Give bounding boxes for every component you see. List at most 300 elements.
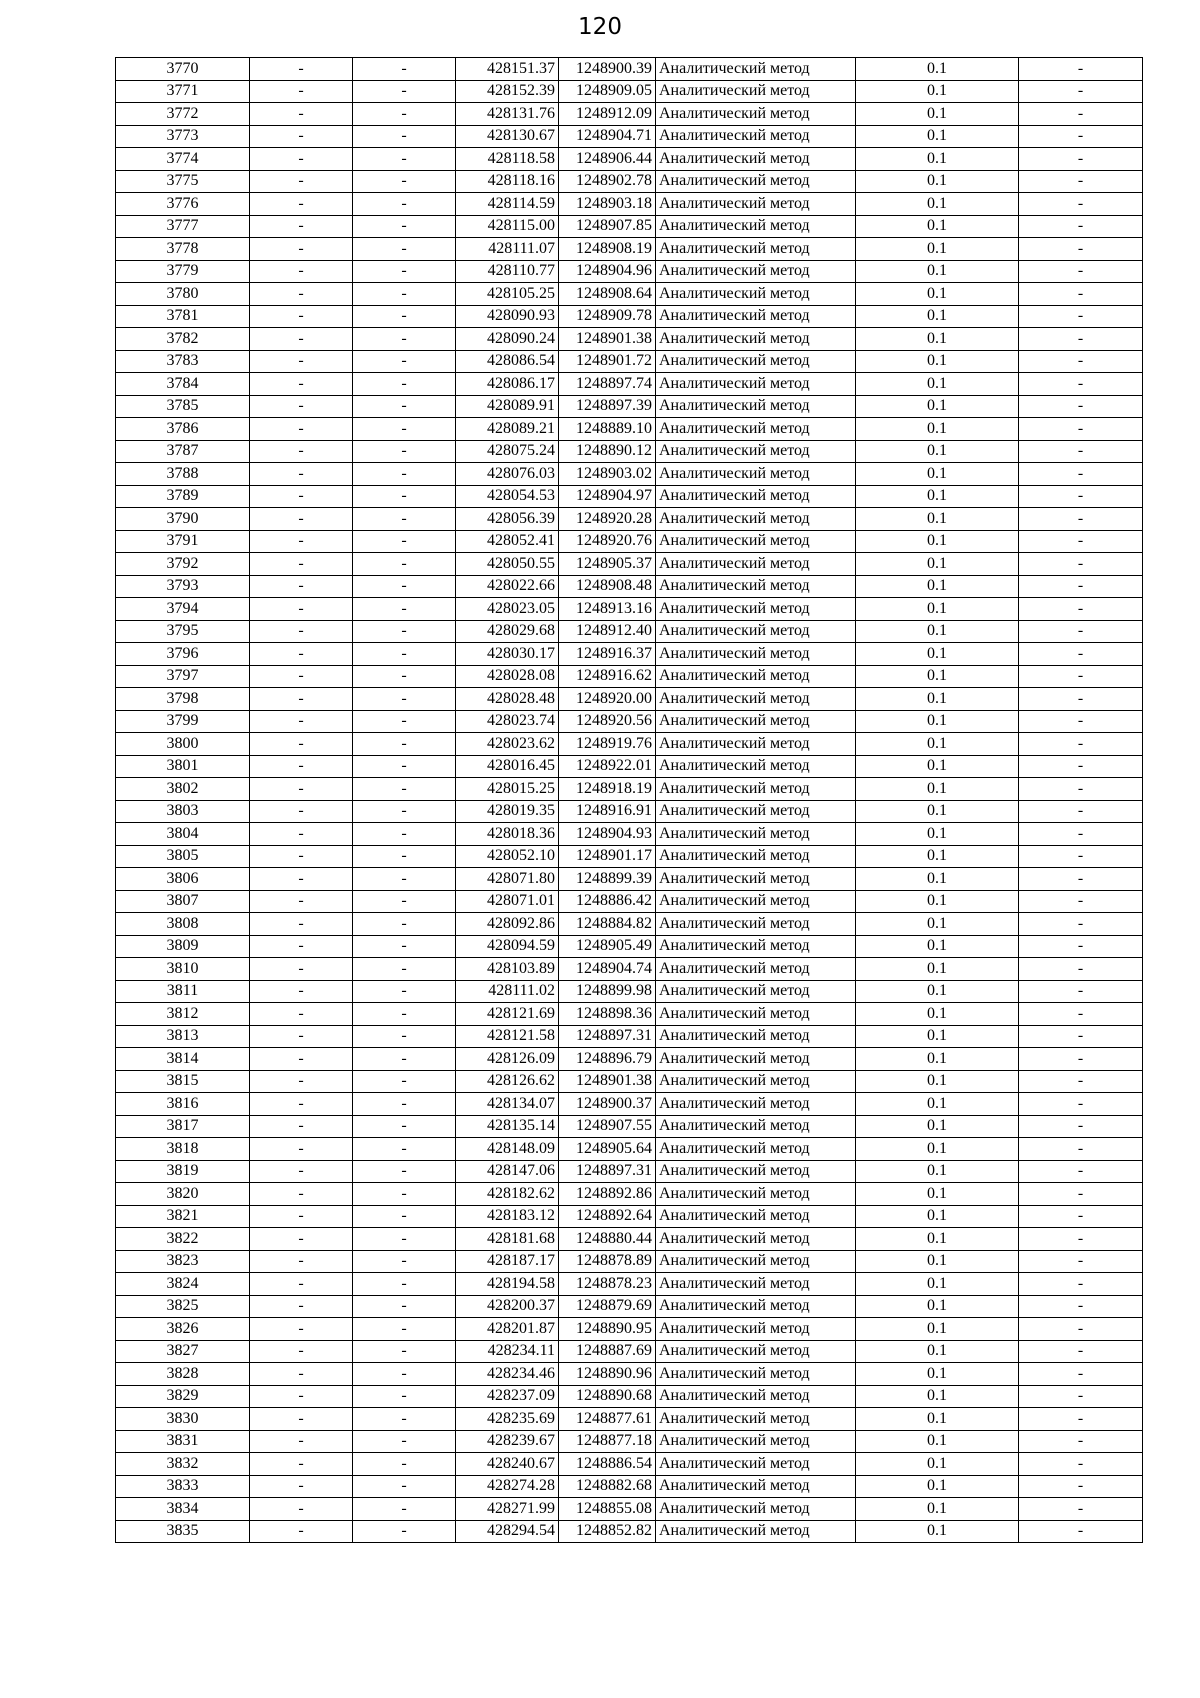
point-number-cell: 3781 [116, 305, 250, 328]
table-row [116, 1430, 1143, 1453]
x-coordinate-cell: 428023.05 [456, 598, 559, 621]
empty-cell-a: - [250, 148, 353, 171]
y-coordinate-cell: 1248882.68 [559, 1475, 656, 1498]
x-coordinate-cell: 428130.67 [456, 125, 559, 148]
table-row [116, 1115, 1143, 1138]
empty-cell-b: - [353, 1160, 456, 1183]
empty-cell-c: - [1019, 1430, 1143, 1453]
empty-cell-b: - [353, 1408, 456, 1431]
accuracy-cell: 0.1 [856, 1025, 1019, 1048]
empty-cell-b: - [353, 1498, 456, 1521]
empty-cell-a: - [250, 823, 353, 846]
empty-cell-a: - [250, 913, 353, 936]
empty-cell-b: - [353, 1003, 456, 1026]
accuracy-cell: 0.1 [856, 575, 1019, 598]
empty-cell-c: - [1019, 1205, 1143, 1228]
accuracy-cell: 0.1 [856, 260, 1019, 283]
table-row [116, 305, 1143, 328]
x-coordinate-cell: 428240.67 [456, 1453, 559, 1476]
table-row [116, 463, 1143, 486]
empty-cell-c: - [1019, 1228, 1143, 1251]
empty-cell-c: - [1019, 170, 1143, 193]
page-number: 120 [578, 14, 622, 40]
accuracy-cell: 0.1 [856, 305, 1019, 328]
table-row [116, 1453, 1143, 1476]
y-coordinate-cell: 1248877.61 [559, 1408, 656, 1431]
empty-cell-a: - [250, 1048, 353, 1071]
method-cell: Аналитический метод [656, 215, 856, 238]
empty-cell-b: - [353, 1520, 456, 1543]
point-number-cell: 3777 [116, 215, 250, 238]
empty-cell-a: - [250, 463, 353, 486]
empty-cell-c: - [1019, 440, 1143, 463]
table-row [116, 598, 1143, 621]
empty-cell-a: - [250, 1295, 353, 1318]
empty-cell-a: - [250, 1093, 353, 1116]
table-row [116, 215, 1143, 238]
method-cell: Аналитический метод [656, 170, 856, 193]
empty-cell-a: - [250, 1003, 353, 1026]
y-coordinate-cell: 1248890.95 [559, 1318, 656, 1341]
empty-cell-a: - [250, 1070, 353, 1093]
method-cell: Аналитический метод [656, 868, 856, 891]
point-number-cell: 3804 [116, 823, 250, 846]
y-coordinate-cell: 1248905.49 [559, 935, 656, 958]
point-number-cell: 3832 [116, 1453, 250, 1476]
method-cell: Аналитический метод [656, 575, 856, 598]
accuracy-cell: 0.1 [856, 1070, 1019, 1093]
table-row [116, 733, 1143, 756]
table-row [116, 1160, 1143, 1183]
method-cell: Аналитический метод [656, 1070, 856, 1093]
table-row [116, 1318, 1143, 1341]
table-row [116, 575, 1143, 598]
accuracy-cell: 0.1 [856, 1228, 1019, 1251]
accuracy-cell: 0.1 [856, 125, 1019, 148]
x-coordinate-cell: 428028.08 [456, 665, 559, 688]
y-coordinate-cell: 1248903.02 [559, 463, 656, 486]
empty-cell-c: - [1019, 778, 1143, 801]
x-coordinate-cell: 428183.12 [456, 1205, 559, 1228]
accuracy-cell: 0.1 [856, 890, 1019, 913]
x-coordinate-cell: 428086.17 [456, 373, 559, 396]
coordinates-table [115, 57, 1143, 1543]
method-cell: Аналитический метод [656, 305, 856, 328]
accuracy-cell: 0.1 [856, 485, 1019, 508]
x-coordinate-cell: 428056.39 [456, 508, 559, 531]
table-row [116, 485, 1143, 508]
empty-cell-a: - [250, 215, 353, 238]
accuracy-cell: 0.1 [856, 1408, 1019, 1431]
table-row [116, 710, 1143, 733]
table-row [116, 1385, 1143, 1408]
empty-cell-a: - [250, 620, 353, 643]
point-number-cell: 3792 [116, 553, 250, 576]
empty-cell-a: - [250, 193, 353, 216]
empty-cell-c: - [1019, 328, 1143, 351]
y-coordinate-cell: 1248890.68 [559, 1385, 656, 1408]
y-coordinate-cell: 1248903.18 [559, 193, 656, 216]
point-number-cell: 3808 [116, 913, 250, 936]
point-number-cell: 3833 [116, 1475, 250, 1498]
method-cell: Аналитический метод [656, 733, 856, 756]
empty-cell-b: - [353, 1385, 456, 1408]
x-coordinate-cell: 428052.10 [456, 845, 559, 868]
empty-cell-c: - [1019, 890, 1143, 913]
table-row [116, 1070, 1143, 1093]
method-cell: Аналитический метод [656, 1228, 856, 1251]
accuracy-cell: 0.1 [856, 980, 1019, 1003]
y-coordinate-cell: 1248898.36 [559, 1003, 656, 1026]
y-coordinate-cell: 1248920.28 [559, 508, 656, 531]
point-number-cell: 3828 [116, 1363, 250, 1386]
x-coordinate-cell: 428016.45 [456, 755, 559, 778]
empty-cell-a: - [250, 800, 353, 823]
accuracy-cell: 0.1 [856, 1273, 1019, 1296]
empty-cell-c: - [1019, 1318, 1143, 1341]
empty-cell-c: - [1019, 620, 1143, 643]
empty-cell-a: - [250, 238, 353, 261]
empty-cell-a: - [250, 1273, 353, 1296]
empty-cell-a: - [250, 868, 353, 891]
method-cell: Аналитический метод [656, 643, 856, 666]
y-coordinate-cell: 1248916.91 [559, 800, 656, 823]
empty-cell-a: - [250, 710, 353, 733]
table-row [116, 530, 1143, 553]
table-row [116, 125, 1143, 148]
empty-cell-b: - [353, 1363, 456, 1386]
y-coordinate-cell: 1248920.00 [559, 688, 656, 711]
empty-cell-c: - [1019, 688, 1143, 711]
method-cell: Аналитический метод [656, 823, 856, 846]
method-cell: Аналитический метод [656, 1048, 856, 1071]
empty-cell-a: - [250, 1408, 353, 1431]
table-row [116, 1205, 1143, 1228]
x-coordinate-cell: 428054.53 [456, 485, 559, 508]
accuracy-cell: 0.1 [856, 463, 1019, 486]
empty-cell-c: - [1019, 1363, 1143, 1386]
empty-cell-c: - [1019, 1048, 1143, 1071]
y-coordinate-cell: 1248905.64 [559, 1138, 656, 1161]
y-coordinate-cell: 1248899.39 [559, 868, 656, 891]
y-coordinate-cell: 1248901.17 [559, 845, 656, 868]
table-row [116, 148, 1143, 171]
accuracy-cell: 0.1 [856, 620, 1019, 643]
empty-cell-b: - [353, 1228, 456, 1251]
empty-cell-b: - [353, 125, 456, 148]
y-coordinate-cell: 1248878.23 [559, 1273, 656, 1296]
empty-cell-b: - [353, 283, 456, 306]
table-row [116, 103, 1143, 126]
method-cell: Аналитический метод [656, 665, 856, 688]
accuracy-cell: 0.1 [856, 1340, 1019, 1363]
method-cell: Аналитический метод [656, 1340, 856, 1363]
x-coordinate-cell: 428234.11 [456, 1340, 559, 1363]
accuracy-cell: 0.1 [856, 328, 1019, 351]
x-coordinate-cell: 428090.24 [456, 328, 559, 351]
empty-cell-c: - [1019, 575, 1143, 598]
table-row [116, 1228, 1143, 1251]
empty-cell-c: - [1019, 1295, 1143, 1318]
method-cell: Аналитический метод [656, 1273, 856, 1296]
empty-cell-c: - [1019, 260, 1143, 283]
x-coordinate-cell: 428121.58 [456, 1025, 559, 1048]
method-cell: Аналитический метод [656, 553, 856, 576]
y-coordinate-cell: 1248909.05 [559, 80, 656, 103]
method-cell: Аналитический метод [656, 1498, 856, 1521]
empty-cell-a: - [250, 958, 353, 981]
accuracy-cell: 0.1 [856, 1250, 1019, 1273]
empty-cell-a: - [250, 1205, 353, 1228]
table-row [116, 283, 1143, 306]
empty-cell-b: - [353, 1273, 456, 1296]
method-cell: Аналитический метод [656, 1475, 856, 1498]
y-coordinate-cell: 1248884.82 [559, 913, 656, 936]
method-cell: Аналитический метод [656, 260, 856, 283]
x-coordinate-cell: 428075.24 [456, 440, 559, 463]
table-row [116, 553, 1143, 576]
accuracy-cell: 0.1 [856, 170, 1019, 193]
empty-cell-b: - [353, 1340, 456, 1363]
x-coordinate-cell: 428111.02 [456, 980, 559, 1003]
empty-cell-a: - [250, 80, 353, 103]
empty-cell-b: - [353, 328, 456, 351]
y-coordinate-cell: 1248877.18 [559, 1430, 656, 1453]
point-number-cell: 3809 [116, 935, 250, 958]
empty-cell-b: - [353, 980, 456, 1003]
point-number-cell: 3779 [116, 260, 250, 283]
method-cell: Аналитический метод [656, 845, 856, 868]
empty-cell-c: - [1019, 373, 1143, 396]
x-coordinate-cell: 428030.17 [456, 643, 559, 666]
y-coordinate-cell: 1248912.40 [559, 620, 656, 643]
point-number-cell: 3796 [116, 643, 250, 666]
empty-cell-c: - [1019, 215, 1143, 238]
x-coordinate-cell: 428086.54 [456, 350, 559, 373]
x-coordinate-cell: 428147.06 [456, 1160, 559, 1183]
table-row [116, 958, 1143, 981]
x-coordinate-cell: 428126.62 [456, 1070, 559, 1093]
point-number-cell: 3801 [116, 755, 250, 778]
y-coordinate-cell: 1248908.48 [559, 575, 656, 598]
table-row [116, 260, 1143, 283]
empty-cell-b: - [353, 778, 456, 801]
y-coordinate-cell: 1248912.09 [559, 103, 656, 126]
table-row [116, 328, 1143, 351]
empty-cell-a: - [250, 1430, 353, 1453]
x-coordinate-cell: 428071.80 [456, 868, 559, 891]
point-number-cell: 3778 [116, 238, 250, 261]
empty-cell-b: - [353, 710, 456, 733]
empty-cell-b: - [353, 935, 456, 958]
accuracy-cell: 0.1 [856, 238, 1019, 261]
point-number-cell: 3818 [116, 1138, 250, 1161]
x-coordinate-cell: 428194.58 [456, 1273, 559, 1296]
point-number-cell: 3806 [116, 868, 250, 891]
empty-cell-a: - [250, 1138, 353, 1161]
point-number-cell: 3776 [116, 193, 250, 216]
accuracy-cell: 0.1 [856, 800, 1019, 823]
y-coordinate-cell: 1248886.42 [559, 890, 656, 913]
point-number-cell: 3785 [116, 395, 250, 418]
method-cell: Аналитический метод [656, 1385, 856, 1408]
x-coordinate-cell: 428200.37 [456, 1295, 559, 1318]
y-coordinate-cell: 1248852.82 [559, 1520, 656, 1543]
method-cell: Аналитический метод [656, 125, 856, 148]
point-number-cell: 3793 [116, 575, 250, 598]
accuracy-cell: 0.1 [856, 913, 1019, 936]
method-cell: Аналитический метод [656, 598, 856, 621]
empty-cell-a: - [250, 1160, 353, 1183]
empty-cell-a: - [250, 688, 353, 711]
table-row [116, 193, 1143, 216]
y-coordinate-cell: 1248878.89 [559, 1250, 656, 1273]
point-number-cell: 3783 [116, 350, 250, 373]
y-coordinate-cell: 1248916.37 [559, 643, 656, 666]
point-number-cell: 3807 [116, 890, 250, 913]
empty-cell-b: - [353, 913, 456, 936]
empty-cell-b: - [353, 598, 456, 621]
empty-cell-a: - [250, 328, 353, 351]
table-row [116, 1003, 1143, 1026]
table-row [116, 373, 1143, 396]
point-number-cell: 3820 [116, 1183, 250, 1206]
accuracy-cell: 0.1 [856, 1205, 1019, 1228]
table-row [116, 823, 1143, 846]
method-cell: Аналитический метод [656, 1295, 856, 1318]
table-row [116, 755, 1143, 778]
y-coordinate-cell: 1248905.37 [559, 553, 656, 576]
point-number-cell: 3795 [116, 620, 250, 643]
empty-cell-c: - [1019, 710, 1143, 733]
y-coordinate-cell: 1248918.19 [559, 778, 656, 801]
point-number-cell: 3772 [116, 103, 250, 126]
empty-cell-b: - [353, 575, 456, 598]
table-row [116, 800, 1143, 823]
empty-cell-c: - [1019, 598, 1143, 621]
point-number-cell: 3822 [116, 1228, 250, 1251]
y-coordinate-cell: 1248902.78 [559, 170, 656, 193]
y-coordinate-cell: 1248900.39 [559, 58, 656, 81]
empty-cell-c: - [1019, 125, 1143, 148]
x-coordinate-cell: 428118.58 [456, 148, 559, 171]
accuracy-cell: 0.1 [856, 1430, 1019, 1453]
empty-cell-c: - [1019, 1115, 1143, 1138]
empty-cell-b: - [353, 868, 456, 891]
accuracy-cell: 0.1 [856, 823, 1019, 846]
table-row [116, 778, 1143, 801]
y-coordinate-cell: 1248907.55 [559, 1115, 656, 1138]
empty-cell-b: - [353, 305, 456, 328]
empty-cell-a: - [250, 1115, 353, 1138]
accuracy-cell: 0.1 [856, 755, 1019, 778]
empty-cell-c: - [1019, 1408, 1143, 1431]
point-number-cell: 3821 [116, 1205, 250, 1228]
accuracy-cell: 0.1 [856, 373, 1019, 396]
accuracy-cell: 0.1 [856, 1115, 1019, 1138]
method-cell: Аналитический метод [656, 80, 856, 103]
method-cell: Аналитический метод [656, 485, 856, 508]
accuracy-cell: 0.1 [856, 553, 1019, 576]
y-coordinate-cell: 1248901.38 [559, 328, 656, 351]
table-row [116, 935, 1143, 958]
method-cell: Аналитический метод [656, 688, 856, 711]
x-coordinate-cell: 428274.28 [456, 1475, 559, 1498]
table-row [116, 1138, 1143, 1161]
table-row [116, 913, 1143, 936]
empty-cell-b: - [353, 688, 456, 711]
x-coordinate-cell: 428023.62 [456, 733, 559, 756]
empty-cell-a: - [250, 598, 353, 621]
empty-cell-c: - [1019, 485, 1143, 508]
method-cell: Аналитический метод [656, 463, 856, 486]
table-row [116, 643, 1143, 666]
accuracy-cell: 0.1 [856, 935, 1019, 958]
table-row [116, 350, 1143, 373]
point-number-cell: 3805 [116, 845, 250, 868]
table-row [116, 1520, 1143, 1543]
point-number-cell: 3798 [116, 688, 250, 711]
y-coordinate-cell: 1248855.08 [559, 1498, 656, 1521]
accuracy-cell: 0.1 [856, 148, 1019, 171]
empty-cell-b: - [353, 553, 456, 576]
method-cell: Аналитический метод [656, 1453, 856, 1476]
empty-cell-c: - [1019, 980, 1143, 1003]
y-coordinate-cell: 1248892.86 [559, 1183, 656, 1206]
x-coordinate-cell: 428103.89 [456, 958, 559, 981]
accuracy-cell: 0.1 [856, 58, 1019, 81]
empty-cell-b: - [353, 170, 456, 193]
table-row [116, 1363, 1143, 1386]
method-cell: Аналитический метод [656, 890, 856, 913]
y-coordinate-cell: 1248907.85 [559, 215, 656, 238]
x-coordinate-cell: 428131.76 [456, 103, 559, 126]
empty-cell-a: - [250, 1340, 353, 1363]
empty-cell-b: - [353, 395, 456, 418]
point-number-cell: 3775 [116, 170, 250, 193]
empty-cell-c: - [1019, 1475, 1143, 1498]
point-number-cell: 3800 [116, 733, 250, 756]
table-row [116, 1183, 1143, 1206]
point-number-cell: 3797 [116, 665, 250, 688]
method-cell: Аналитический метод [656, 530, 856, 553]
accuracy-cell: 0.1 [856, 103, 1019, 126]
point-number-cell: 3812 [116, 1003, 250, 1026]
accuracy-cell: 0.1 [856, 1183, 1019, 1206]
x-coordinate-cell: 428089.21 [456, 418, 559, 441]
empty-cell-a: - [250, 1520, 353, 1543]
y-coordinate-cell: 1248920.76 [559, 530, 656, 553]
empty-cell-a: - [250, 935, 353, 958]
empty-cell-b: - [353, 463, 456, 486]
point-number-cell: 3819 [116, 1160, 250, 1183]
x-coordinate-cell: 428019.35 [456, 800, 559, 823]
empty-cell-b: - [353, 148, 456, 171]
table-row [116, 868, 1143, 891]
method-cell: Аналитический метод [656, 1430, 856, 1453]
empty-cell-a: - [250, 755, 353, 778]
empty-cell-b: - [353, 1430, 456, 1453]
empty-cell-b: - [353, 800, 456, 823]
empty-cell-b: - [353, 508, 456, 531]
empty-cell-c: - [1019, 1273, 1143, 1296]
method-cell: Аналитический метод [656, 350, 856, 373]
empty-cell-c: - [1019, 553, 1143, 576]
point-number-cell: 3788 [116, 463, 250, 486]
accuracy-cell: 0.1 [856, 1385, 1019, 1408]
method-cell: Аналитический метод [656, 58, 856, 81]
x-coordinate-cell: 428023.74 [456, 710, 559, 733]
